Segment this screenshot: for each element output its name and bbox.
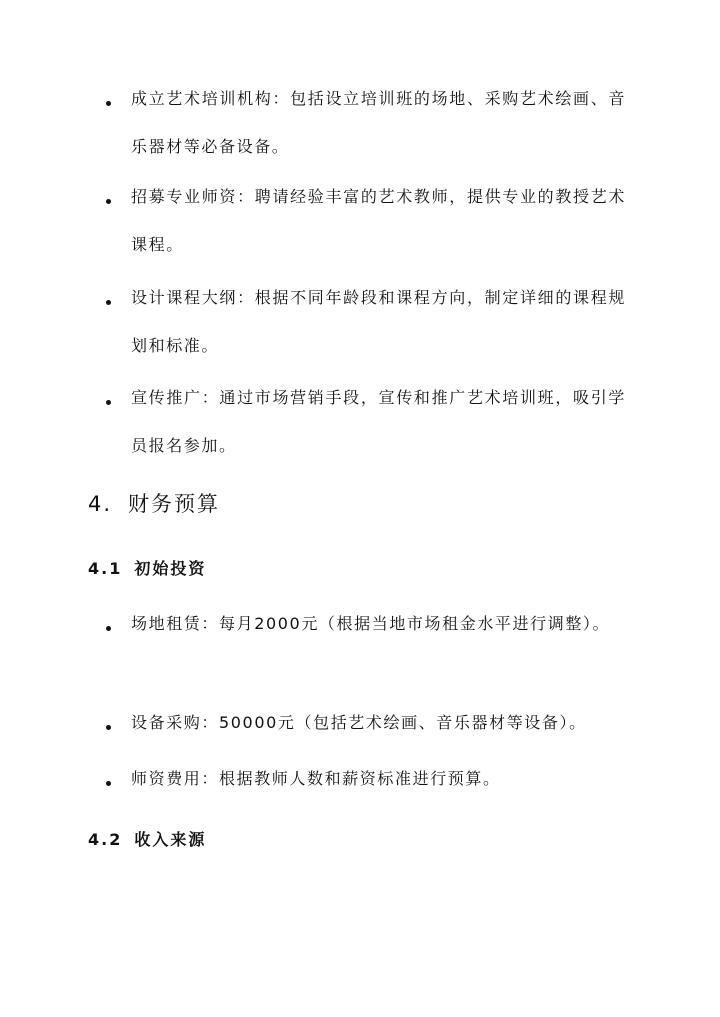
subsection-number: 4.1 bbox=[88, 559, 123, 578]
section-heading bbox=[88, 488, 220, 518]
bullet-icon bbox=[106, 400, 111, 405]
list-item-text: 宣传推广：通过市场营销手段，宣传和推广艺术培训班，吸引学员报名参加。 bbox=[131, 388, 626, 455]
section-title: 财务预算 bbox=[128, 492, 221, 516]
list-item-text: 招募专业师资：聘请经验丰富的艺术教师，提供专业的教授艺术课程。 bbox=[131, 187, 626, 254]
list-item bbox=[106, 613, 626, 648]
list-item bbox=[106, 186, 626, 269]
list-item bbox=[106, 768, 626, 803]
bullet-icon bbox=[106, 199, 111, 204]
list-item bbox=[106, 88, 626, 171]
bullet-icon bbox=[106, 101, 111, 106]
subsection-title: 初始投资 bbox=[134, 559, 207, 578]
subsection-heading bbox=[88, 827, 206, 850]
subsection-title: 收入来源 bbox=[134, 830, 207, 849]
bullet-icon bbox=[106, 781, 111, 786]
list-item-text: 设备采购：50000元（包括艺术绘画、音乐器材等设备）。 bbox=[131, 713, 587, 732]
list-item-text: 成立艺术培训机构：包括设立培训班的场地、采购艺术绘画、音乐器材等必备设备。 bbox=[131, 89, 626, 156]
list-item-text: 师资费用：根据教师人数和薪资标准进行预算。 bbox=[131, 769, 501, 788]
bullet-icon bbox=[106, 626, 111, 631]
section-number: 4. bbox=[88, 492, 113, 516]
bullet-icon bbox=[106, 725, 111, 730]
bullet-icon bbox=[106, 300, 111, 305]
list-item-text: 场地租赁：每月2000元（根据当地市场租金水平进行调整）。 bbox=[131, 614, 611, 633]
list-item bbox=[106, 287, 626, 370]
subsection-number: 4.2 bbox=[88, 830, 123, 849]
list-item bbox=[106, 387, 626, 470]
list-item bbox=[106, 712, 626, 747]
list-item-text: 设计课程大纲：根据不同年龄段和课程方向，制定详细的课程规划和标准。 bbox=[131, 288, 626, 355]
subsection-heading bbox=[88, 556, 206, 579]
